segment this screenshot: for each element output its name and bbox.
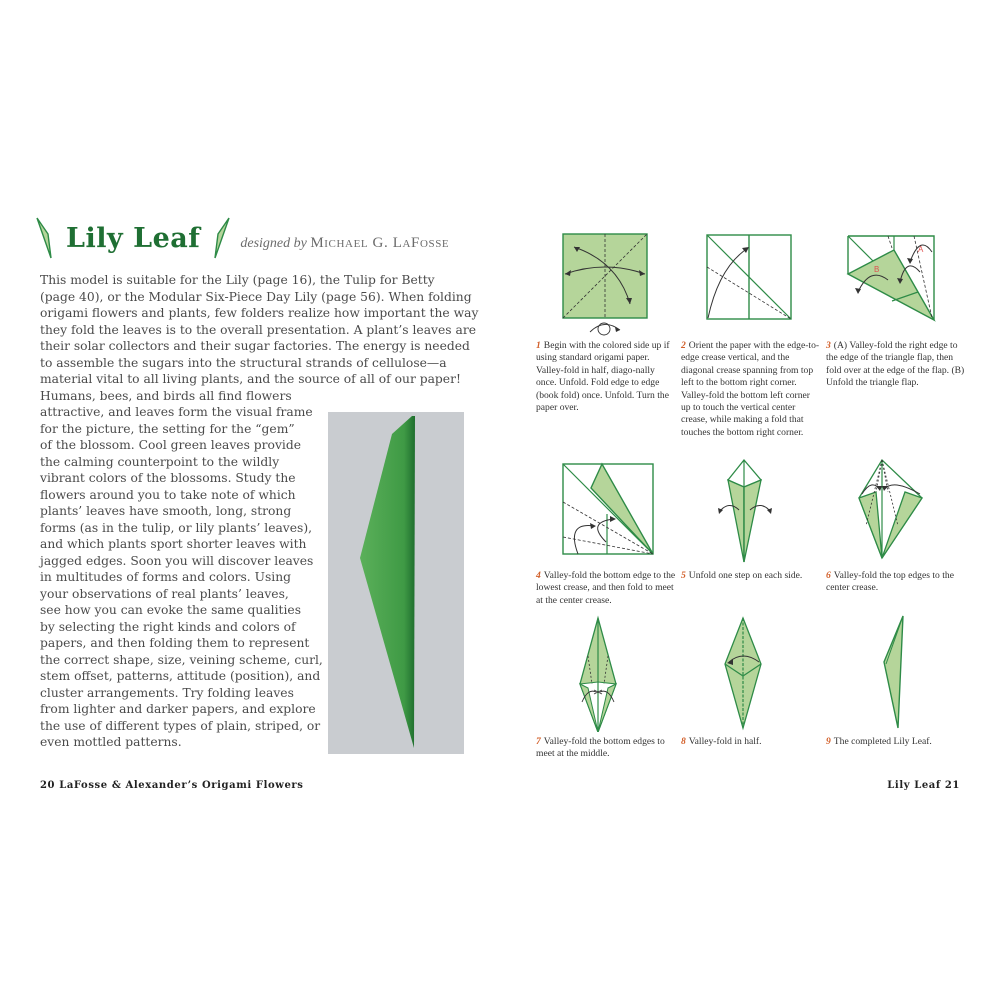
body-line: of the blossom. Cool green leaves provide [40, 438, 301, 452]
designer-credit [240, 235, 449, 252]
step-4-diagram [536, 462, 676, 566]
body-line: for the picture, the setting for the “gem” [40, 421, 295, 436]
folio-right: Lily Leaf 21 [887, 780, 960, 791]
body-line: from lighter and darker papers, and explore [40, 702, 316, 716]
page-title: Lily Leaf [66, 222, 201, 254]
step-1-caption [536, 340, 676, 414]
body-line: attractive, and leaves form the visual frame [40, 405, 313, 419]
step-6-diagram [826, 458, 966, 566]
body-line: in multitudes of forms and colors. Using [40, 570, 292, 584]
body-line: Humans, bees, and birds all find flowers [40, 388, 292, 403]
body-line: vibrant colors of the blossoms. Study the [40, 471, 296, 485]
step-text: Valley-fold the bottom edge to the lowest crease, and then fold to meet at the center crease. [536, 570, 676, 606]
body-line: see how you can evoke the same qualities [40, 603, 302, 617]
step-5-diagram [681, 458, 821, 566]
step-5 [681, 458, 821, 582]
step-number: 9 [826, 736, 831, 747]
step-9 [826, 612, 966, 748]
body-line: the use of different types of plain, striped, or [40, 718, 321, 733]
step-7-caption [536, 736, 676, 761]
step-3-diagram [826, 232, 966, 336]
step-text: Valley-fold the top edges to the center crease. [826, 570, 954, 594]
body-line: plants’ leaves have smooth, long, strong [40, 504, 292, 518]
step-8-diagram [681, 612, 821, 732]
step-number: 1 [536, 340, 541, 351]
body-line: origami flowers and plants, few folders realize how important the way [40, 306, 479, 320]
step-3 [826, 232, 966, 390]
body-line: your observations of real plants’ leaves, [40, 586, 289, 601]
step-3-caption [826, 340, 966, 390]
step-7-diagram [536, 612, 676, 732]
step-number: 6 [826, 570, 831, 581]
body-line: material vital to all living plants, and the source of all of our paper! [40, 372, 461, 386]
step-9-caption [826, 736, 966, 748]
body-line: they fold the leaves is to the overall presentation. A plant’s leaves are [40, 322, 476, 337]
step-2-diagram [681, 232, 821, 336]
step-6 [826, 458, 966, 595]
step-2-caption [681, 340, 821, 439]
step-text: Unfold one step on each side. [688, 570, 803, 581]
body-line: the calming counterpoint to the wildly [40, 454, 280, 469]
label-a: A [918, 245, 924, 254]
step-text: Valley-fold the bottom edges to meet at the middle. [536, 736, 665, 760]
step-8-caption [681, 736, 821, 748]
body-line: to assemble the sugars into the structural strands of cellulose—a [40, 355, 447, 370]
step-text: Orient the paper with the edge-to-edge crease vertical, and the diagonal crease spanning from top left to the bottom right corner. Valley-fold the bottom left corner up to touch the vertical center crease, while making a fold that touches the bottom right corner. [681, 340, 820, 438]
step-text: The completed Lily Leaf. [833, 736, 932, 747]
body-line: their solar collectors and their sugar factories. The energy is needed [40, 339, 470, 353]
body-line: jagged edges. Soon you will discover leaves [40, 553, 314, 568]
designer-prefix: designed by [240, 235, 307, 251]
step-text: (A) Valley-fold the right edge to the edge of the triangle flap, then fold over at the edge of the flap. (B) Unfold the triangle flap. [826, 340, 965, 389]
lily-leaf-photo [328, 412, 464, 754]
step-number: 4 [536, 570, 541, 581]
body-line: cluster arrangements. Try folding leaves [40, 685, 294, 700]
step-9-diagram [826, 612, 966, 732]
step-8 [681, 612, 821, 748]
step-1-diagram [536, 232, 676, 336]
step-number: 2 [681, 340, 686, 351]
body-line: (page 40), or the Modular Six-Piece Day Lily (page 56). When folding [40, 289, 472, 304]
step-1 [536, 232, 676, 414]
folio-left: 20 LaFosse & Alexander’s Origami Flowers [40, 780, 304, 791]
body-line: and which plants sport shorter leaves with [40, 537, 307, 551]
designer-name: Michael G. LaFosse [310, 234, 450, 251]
right-page [500, 0, 1000, 1000]
body-line: papers, and then folding them to represent [40, 636, 310, 650]
body-line: flowers around you to take note of which [40, 487, 296, 502]
step-number: 8 [681, 736, 686, 747]
leaf-ornament-right-icon [212, 216, 230, 260]
step-number: 7 [536, 736, 541, 747]
step-4 [536, 462, 676, 607]
step-number: 3 [826, 340, 831, 351]
label-b: B [874, 265, 880, 274]
step-5-caption [681, 570, 821, 582]
body-line: This model is suitable for the Lily (page 16), the Tulip for Betty [40, 273, 435, 287]
step-6-caption [826, 570, 966, 595]
body-line: by selecting the right kinds and colors of [40, 619, 296, 634]
title-row [36, 216, 449, 260]
leaf-photo-image [328, 412, 464, 754]
step-2 [681, 232, 821, 439]
step-text: Valley-fold in half. [688, 736, 762, 747]
step-number: 5 [681, 570, 686, 581]
leaf-ornament-left-icon [36, 216, 54, 260]
body-line: even mottled patterns. [40, 735, 182, 749]
body-line: the correct shape, size, veining scheme, curl, [40, 652, 323, 667]
body-line: forms (as in the tulip, or lily plants’ leaves), [40, 520, 313, 535]
step-text: Begin with the colored side up if using standard origami paper. Valley-fold in half, diago-nally once. Unfold. Fold edge to edge (book fold) once. Unfold. Turn the paper over. [536, 340, 670, 414]
step-7 [536, 612, 676, 761]
body-line: stem offset, patterns, attitude (position), and [40, 669, 321, 683]
step-4-caption [536, 570, 676, 607]
